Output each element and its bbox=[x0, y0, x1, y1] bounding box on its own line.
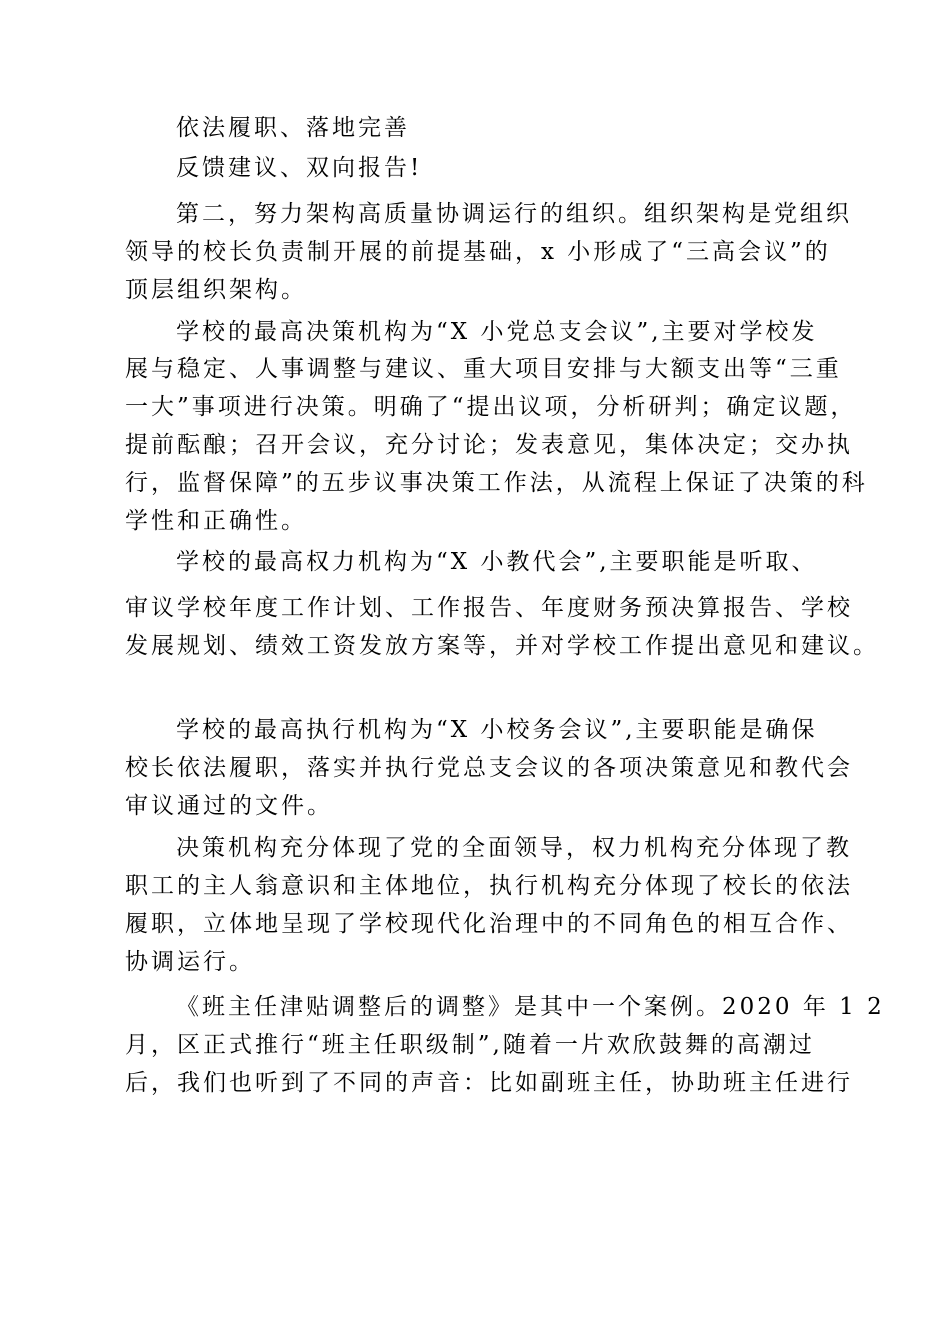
text-line: 第二，努力架构高质量协调运行的组织。组织架构是党组织 bbox=[176, 201, 852, 227]
text-line: 展与稳定、人事调整与建议、重大项目安排与大额支出等“三重 bbox=[125, 356, 842, 382]
text-line: 学校的最高决策机构为“X 小党总支会议”,主要对学校发 bbox=[176, 319, 818, 345]
text-line: 协调运行。 bbox=[125, 949, 255, 975]
text-line: 反馈建议、双向报告! bbox=[176, 155, 423, 181]
text-line: 月，区正式推行“班主任职级制”,随着一片欢欣鼓舞的高潮过 bbox=[125, 1032, 815, 1058]
text-line: 顶层组织架构。 bbox=[125, 277, 307, 303]
text-line: 提前酝酿；召开会议，充分讨论；发表意见，集体决定；交办执 bbox=[125, 432, 853, 458]
text-line: 决策机构充分体现了党的全面领导，权力机构充分体现了教 bbox=[176, 835, 852, 861]
text-line: 《班主任津贴调整后的调整》是其中一个案例。2020 年 1 2 bbox=[176, 994, 885, 1020]
text-line: 行，监督保障”的五步议事决策工作法，从流程上保证了决策的科 bbox=[125, 470, 868, 496]
text-line: 审议学校年度工作计划、工作报告、年度财务预决算报告、学校 bbox=[125, 595, 853, 621]
text-line: 领导的校长负责制开展的前提基础，x 小形成了“三高会议”的 bbox=[125, 239, 831, 265]
text-line: 职工的主人翁意识和主体地位，执行机构充分体现了校长的依法 bbox=[125, 873, 853, 899]
text-line: 履职，立体地呈现了学校现代化治理中的不同角色的相互合作、 bbox=[125, 911, 853, 937]
text-line: 审议通过的文件。 bbox=[125, 793, 333, 819]
text-line: 依法履职、落地完善 bbox=[176, 115, 410, 141]
text-line: 学性和正确性。 bbox=[125, 508, 307, 534]
text-line: 发展规划、绩效工资发放方案等，并对学校工作提出意见和建议。 bbox=[125, 633, 879, 659]
text-line: 学校的最高权力机构为“X 小教代会”,主要职能是听取、 bbox=[176, 549, 818, 575]
text-line: 一大”事项进行决策。明确了“提出议项，分析研判；确定议题， bbox=[125, 394, 857, 420]
text-line: 学校的最高执行机构为“X 小校务会议”,主要职能是确保 bbox=[176, 717, 818, 743]
text-line: 后，我们也听到了不同的声音：比如副班主任，协助班主任进行 bbox=[125, 1070, 853, 1096]
text-line: 校长依法履职，落实并执行党总支会议的各项决策意见和教代会 bbox=[125, 755, 853, 781]
